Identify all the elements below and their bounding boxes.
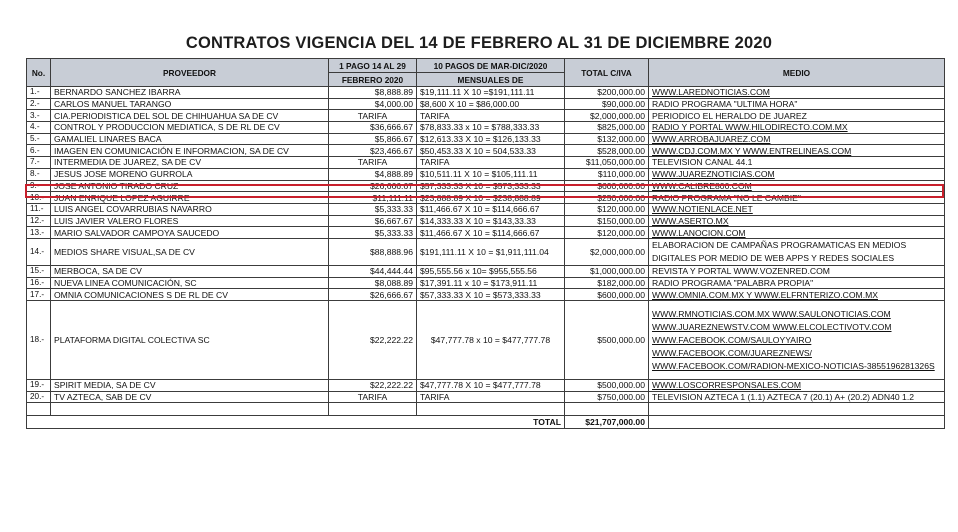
- cell-pagos: $47,777.78 X 10 = $477,777.78: [417, 380, 565, 392]
- empty-row: [27, 403, 945, 416]
- cell-total: $600,000.00: [565, 180, 649, 192]
- medio-link[interactable]: WWW.FACEBOOK.COM/JUAREZNEWS/: [652, 347, 812, 358]
- cell-no: 9.-: [27, 180, 51, 192]
- document-title: CONTRATOS VIGENCIA DEL 14 DE FEBRERO AL 31 DE DICIEMBRE 2020: [185, 34, 773, 52]
- cell-medio: [649, 110, 945, 122]
- cell-proveedor: JESUS JOSE MORENO GURROLA: [51, 168, 329, 180]
- cell-total: $500,000.00: [565, 380, 649, 392]
- medio-link[interactable]: WWW.OMNIA.COM.MX Y WWW.ELFRNTERIZO.COM.MX: [652, 289, 878, 300]
- total-value: $21,707,000.00: [565, 416, 649, 429]
- cell-no: 17.-: [27, 289, 51, 301]
- header-pago1-sub: FEBRERO 2020: [329, 73, 417, 87]
- cell-pago1: $22,222.22: [329, 301, 417, 380]
- cell-pagos: $12,613.33 X 10 = $126,133.33: [417, 133, 565, 145]
- medio-link[interactable]: WWW.CDJ.COM.MX Y WWW.ENTRELINEAS.COM: [652, 145, 852, 156]
- cell-proveedor: OMNIA COMUNICACIONES S DE RL DE CV: [51, 289, 329, 301]
- cell-pago1: $5,866.67: [329, 133, 417, 145]
- cell-pagos: TARIFA: [417, 157, 565, 169]
- cell-medio: [649, 98, 945, 110]
- cell-medio: [649, 157, 945, 169]
- cell-total: $825,000.00: [565, 122, 649, 134]
- medio-text: RADIO PROGRAMA "ULTIMA HORA": [652, 99, 798, 110]
- cell-medio: [649, 215, 945, 227]
- cell-pago1: TARIFA: [329, 110, 417, 122]
- contracts-body: [27, 87, 945, 429]
- empty-cell: [27, 403, 51, 416]
- cell-pagos: $50,453.33 X 10 = 504,533.33: [417, 145, 565, 157]
- table-row: [27, 380, 945, 392]
- cell-medio: [649, 227, 945, 239]
- total-row: [27, 416, 945, 429]
- cell-medio: [649, 277, 945, 289]
- cell-proveedor: MEDIOS SHARE VISUAL,SA DE CV: [51, 238, 329, 265]
- cell-pago1: $23,466.67: [329, 145, 417, 157]
- cell-pago1: $8,888.89: [329, 87, 417, 99]
- cell-proveedor: NUEVA LINEA COMUNICACIÓN, SC: [51, 277, 329, 289]
- cell-proveedor: MARIO SALVADOR CAMPOYA SAUCEDO: [51, 227, 329, 239]
- cell-total: $110,000.00: [565, 168, 649, 180]
- cell-proveedor: IMAGEN EN COMUNICACIÓN E INFORMACION, SA DE CV: [51, 145, 329, 157]
- header-pago1: 1 PAGO 14 AL 29: [329, 59, 417, 73]
- cell-no: 14.-: [27, 238, 51, 265]
- cell-pagos: $95,555.56 x 10= $955,555.56: [417, 265, 565, 277]
- cell-no: 8.-: [27, 168, 51, 180]
- cell-total: $200,000.00: [565, 87, 649, 99]
- table-row: [27, 203, 945, 215]
- medio-text: REVISTA Y PORTAL WWW.VOZENRED.COM: [652, 266, 830, 277]
- table-row: [27, 227, 945, 239]
- cell-medio: [649, 380, 945, 392]
- table-row: [27, 215, 945, 227]
- cell-medio: [649, 203, 945, 215]
- cell-proveedor: MERBOCA, SA DE CV: [51, 265, 329, 277]
- cell-proveedor: GAMALIEL LINARES BACA: [51, 133, 329, 145]
- cell-proveedor: SPIRIT MEDIA, SA DE CV: [51, 380, 329, 392]
- cell-proveedor: CARLOS MANUEL TARANGO: [51, 98, 329, 110]
- total-label: TOTAL: [417, 416, 565, 429]
- cell-no: 15.-: [27, 265, 51, 277]
- cell-pago1: $26,666.67: [329, 180, 417, 192]
- cell-pagos: $23,888.89 X 10 = $238,888.89: [417, 192, 565, 204]
- cell-proveedor: LUIS JAVIER VALERO FLORES: [51, 215, 329, 227]
- cell-total: $90,000.00: [565, 98, 649, 110]
- cell-pagos: $19,111.11 X 10 =$191,111.11: [417, 87, 565, 99]
- table-row: [27, 192, 945, 204]
- empty-cell: [649, 403, 945, 416]
- cell-no: 7.-: [27, 157, 51, 169]
- cell-total: $132,000.00: [565, 133, 649, 145]
- medio-link[interactable]: WWW.LAREDNOTICIAS.COM: [652, 87, 770, 98]
- cell-pagos: $10,511.11 X 10 = $105,111.11: [417, 168, 565, 180]
- cell-pago1: $4,888.89: [329, 168, 417, 180]
- cell-pagos: $57,333.33 X 10 = $573,333.33: [417, 289, 565, 301]
- cell-medio: [649, 265, 945, 277]
- empty-cell: [329, 403, 417, 416]
- cell-medio: [649, 122, 945, 134]
- cell-proveedor: JOSE ANTONIO TIRADO CRUZ: [51, 180, 329, 192]
- cell-total: $120,000.00: [565, 203, 649, 215]
- cell-medio: [649, 168, 945, 180]
- cell-total: $182,000.00: [565, 277, 649, 289]
- medio-link[interactable]: WWW.LOSCORRESPONSALES.COM: [652, 380, 801, 391]
- cell-medio: [649, 391, 945, 403]
- cell-no: 13.-: [27, 227, 51, 239]
- cell-pago1: $88,888.96: [329, 238, 417, 265]
- cell-pago1: $22,222.22: [329, 380, 417, 392]
- total-blank: [649, 416, 945, 429]
- medio-link[interactable]: WWW.CALIBRE800.COM: [652, 180, 752, 191]
- cell-no: 4.-: [27, 122, 51, 134]
- table-row: [27, 180, 945, 192]
- cell-pago1: $4,000.00: [329, 98, 417, 110]
- cell-proveedor: INTERMEDIA DE JUAREZ, SA DE CV: [51, 157, 329, 169]
- cell-no: 11.-: [27, 203, 51, 215]
- table-row: [27, 168, 945, 180]
- total-blank: [329, 416, 417, 429]
- medio-link[interactable]: WWW.JUAREZNOTICIAS.COM: [652, 169, 775, 180]
- cell-medio: [649, 301, 945, 380]
- table-row: [27, 265, 945, 277]
- medio-text: DIGITALES POR MEDIO DE WEB APPS Y REDES SOCIALES: [652, 252, 895, 263]
- cell-total: $150,000.00: [565, 215, 649, 227]
- table-row: [27, 277, 945, 289]
- header-medio: MEDIO: [649, 59, 945, 87]
- medio-text: RADIO PROGRAMA "PALABRA PROPIA": [652, 277, 814, 288]
- cell-pago1: $8,088.89: [329, 277, 417, 289]
- cell-medio: [649, 133, 945, 145]
- cell-no: 12.-: [27, 215, 51, 227]
- medio-text: TELEVISION AZTECA 1 (1.1) AZTECA 7 (20.1) A+ (20.2) ADN40 1.2: [652, 392, 914, 403]
- cell-no: 1.-: [27, 87, 51, 99]
- medio-link[interactable]: WWW.ARROBAJUAREZ.COM: [652, 134, 771, 145]
- cell-proveedor: JUAN ENRIQUE LOPEZ AGUIRRE: [51, 192, 329, 204]
- medio-link[interactable]: WWW.FACEBOOK.COM/SAULOYYAIRO: [652, 334, 812, 345]
- total-blank: [51, 416, 329, 429]
- table-row: [27, 98, 945, 110]
- medio-link[interactable]: WWW.JUAREZNEWSTV.COM WWW.ELCOLECTIVOTV.COM: [652, 321, 892, 332]
- cell-medio: [649, 180, 945, 192]
- table-row: [27, 301, 945, 380]
- total-blank: [27, 416, 51, 429]
- medio-text: TELEVISION CANAL 44.1: [652, 157, 753, 168]
- cell-pagos: $11,466.67 X 10 = $114,666.67: [417, 203, 565, 215]
- cell-pagos: $191,111.11 X 10 = $1,911,111.04: [417, 238, 565, 265]
- medio-link[interactable]: RADIO Y PORTAL WWW.HILODIRECTO.COM.MX: [652, 122, 848, 133]
- cell-pagos: $11,466.67 X 10 = $114,666.67: [417, 227, 565, 239]
- cell-total: $750,000.00: [565, 391, 649, 403]
- header-pagos10-sub: MENSUALES DE: [417, 73, 565, 87]
- empty-cell: [417, 403, 565, 416]
- cell-pagos: $47,777.78 x 10 = $477,777.78: [417, 301, 565, 380]
- table-row: [27, 391, 945, 403]
- cell-no: 6.-: [27, 145, 51, 157]
- cell-no: 16.-: [27, 277, 51, 289]
- table-row: [27, 238, 945, 265]
- medio-link[interactable]: WWW.FACEBOOK.COM/RADION-MEXICO-NOTICIAS-385519628132​6S: [652, 360, 935, 371]
- cell-pago1: $11,111.11: [329, 192, 417, 204]
- cell-total: $250,000.00: [565, 192, 649, 204]
- empty-cell: [51, 403, 329, 416]
- header-total: TOTAL C/IVA: [565, 59, 649, 87]
- table-row: [27, 87, 945, 99]
- cell-medio: [649, 289, 945, 301]
- cell-pago1: $5,333.33: [329, 203, 417, 215]
- cell-total: $600,000.00: [565, 289, 649, 301]
- cell-pagos: $8,600 X 10 = $86,000.00: [417, 98, 565, 110]
- cell-no: 18.-: [27, 301, 51, 380]
- cell-no: 10.-: [27, 192, 51, 204]
- table-row: [27, 110, 945, 122]
- cell-pagos: TARIFA: [417, 391, 565, 403]
- cell-pago1: TARIFA: [329, 157, 417, 169]
- cell-pago1: TARIFA: [329, 391, 417, 403]
- header-pagos10: 10 PAGOS DE MAR-DIC/2020: [417, 59, 565, 73]
- cell-total: $500,000.00: [565, 301, 649, 380]
- header-no: No.: [27, 59, 51, 87]
- header-proveedor: PROVEEDOR: [51, 59, 329, 87]
- cell-pago1: $6,667.67: [329, 215, 417, 227]
- medio-link[interactable]: WWW.NOTIENLACE.NET: [652, 204, 753, 215]
- cell-total: $2,000,000.00: [565, 238, 649, 265]
- table-row: [27, 122, 945, 134]
- cell-pago1: $5,333.33: [329, 227, 417, 239]
- cell-proveedor: BERNARDO SANCHEZ IBARRA: [51, 87, 329, 99]
- cell-pagos: $17,391.11 x 10 = $173,911.11: [417, 277, 565, 289]
- medio-link[interactable]: WWW.ASERTO.MX: [652, 215, 729, 226]
- empty-cell: [565, 403, 649, 416]
- cell-medio: [649, 238, 945, 265]
- cell-pago1: $26,666.67: [329, 289, 417, 301]
- medio-link[interactable]: WWW.LANOCION.COM: [652, 227, 746, 238]
- cell-no: 2.-: [27, 98, 51, 110]
- cell-total: $1,000,000.00: [565, 265, 649, 277]
- cell-no: 20.-: [27, 391, 51, 403]
- medio-text: PERIODICO EL HERALDO DE JUAREZ: [652, 110, 807, 121]
- cell-proveedor: CONTROL Y PRODUCCION MEDIATICA, S DE RL DE CV: [51, 122, 329, 134]
- cell-pago1: $44,444.44: [329, 265, 417, 277]
- table-row: [27, 157, 945, 169]
- medio-text: ELABORACION DE CAMPAÑAS PROGRAMATICAS EN MEDIOS: [652, 239, 907, 250]
- cell-pago1: $36,666.67: [329, 122, 417, 134]
- cell-proveedor: CIA.PERIODISTICA DEL SOL DE CHIHUAHUA SA DE CV: [51, 110, 329, 122]
- table-row: [27, 289, 945, 301]
- contracts-table: [26, 58, 945, 429]
- table-row: [27, 145, 945, 157]
- cell-pagos: $78,833.33 x 10 = $788,333.33: [417, 122, 565, 134]
- cell-no: 3.-: [27, 110, 51, 122]
- cell-no: 5.-: [27, 133, 51, 145]
- cell-total: $11,050,000.00: [565, 157, 649, 169]
- medio-text: RADIO PROGRAMA "NO LE CAMBIE": [652, 192, 801, 203]
- cell-pagos: TARIFA: [417, 110, 565, 122]
- cell-pagos: $14,333.33 X 10 = $143,33.33: [417, 215, 565, 227]
- cell-total: $528,000.00: [565, 145, 649, 157]
- cell-total: $2,000,000.00: [565, 110, 649, 122]
- medio-link[interactable]: WWW.RMNOTICIAS.COM.MX WWW.SAULONOTICIAS.COM: [652, 308, 891, 319]
- table-row: [27, 133, 945, 145]
- cell-medio: [649, 192, 945, 204]
- cell-medio: [649, 145, 945, 157]
- cell-proveedor: LUIS ANGEL COVARRUBIAS NAVARRO: [51, 203, 329, 215]
- cell-pagos: $57,333.33 X 10 = $573,333.33: [417, 180, 565, 192]
- cell-proveedor: PLATAFORMA DIGITAL COLECTIVA SC: [51, 301, 329, 380]
- cell-medio: [649, 87, 945, 99]
- cell-total: $120,000.00: [565, 227, 649, 239]
- cell-no: 19.-: [27, 380, 51, 392]
- cell-proveedor: TV AZTECA, SAB DE CV: [51, 391, 329, 403]
